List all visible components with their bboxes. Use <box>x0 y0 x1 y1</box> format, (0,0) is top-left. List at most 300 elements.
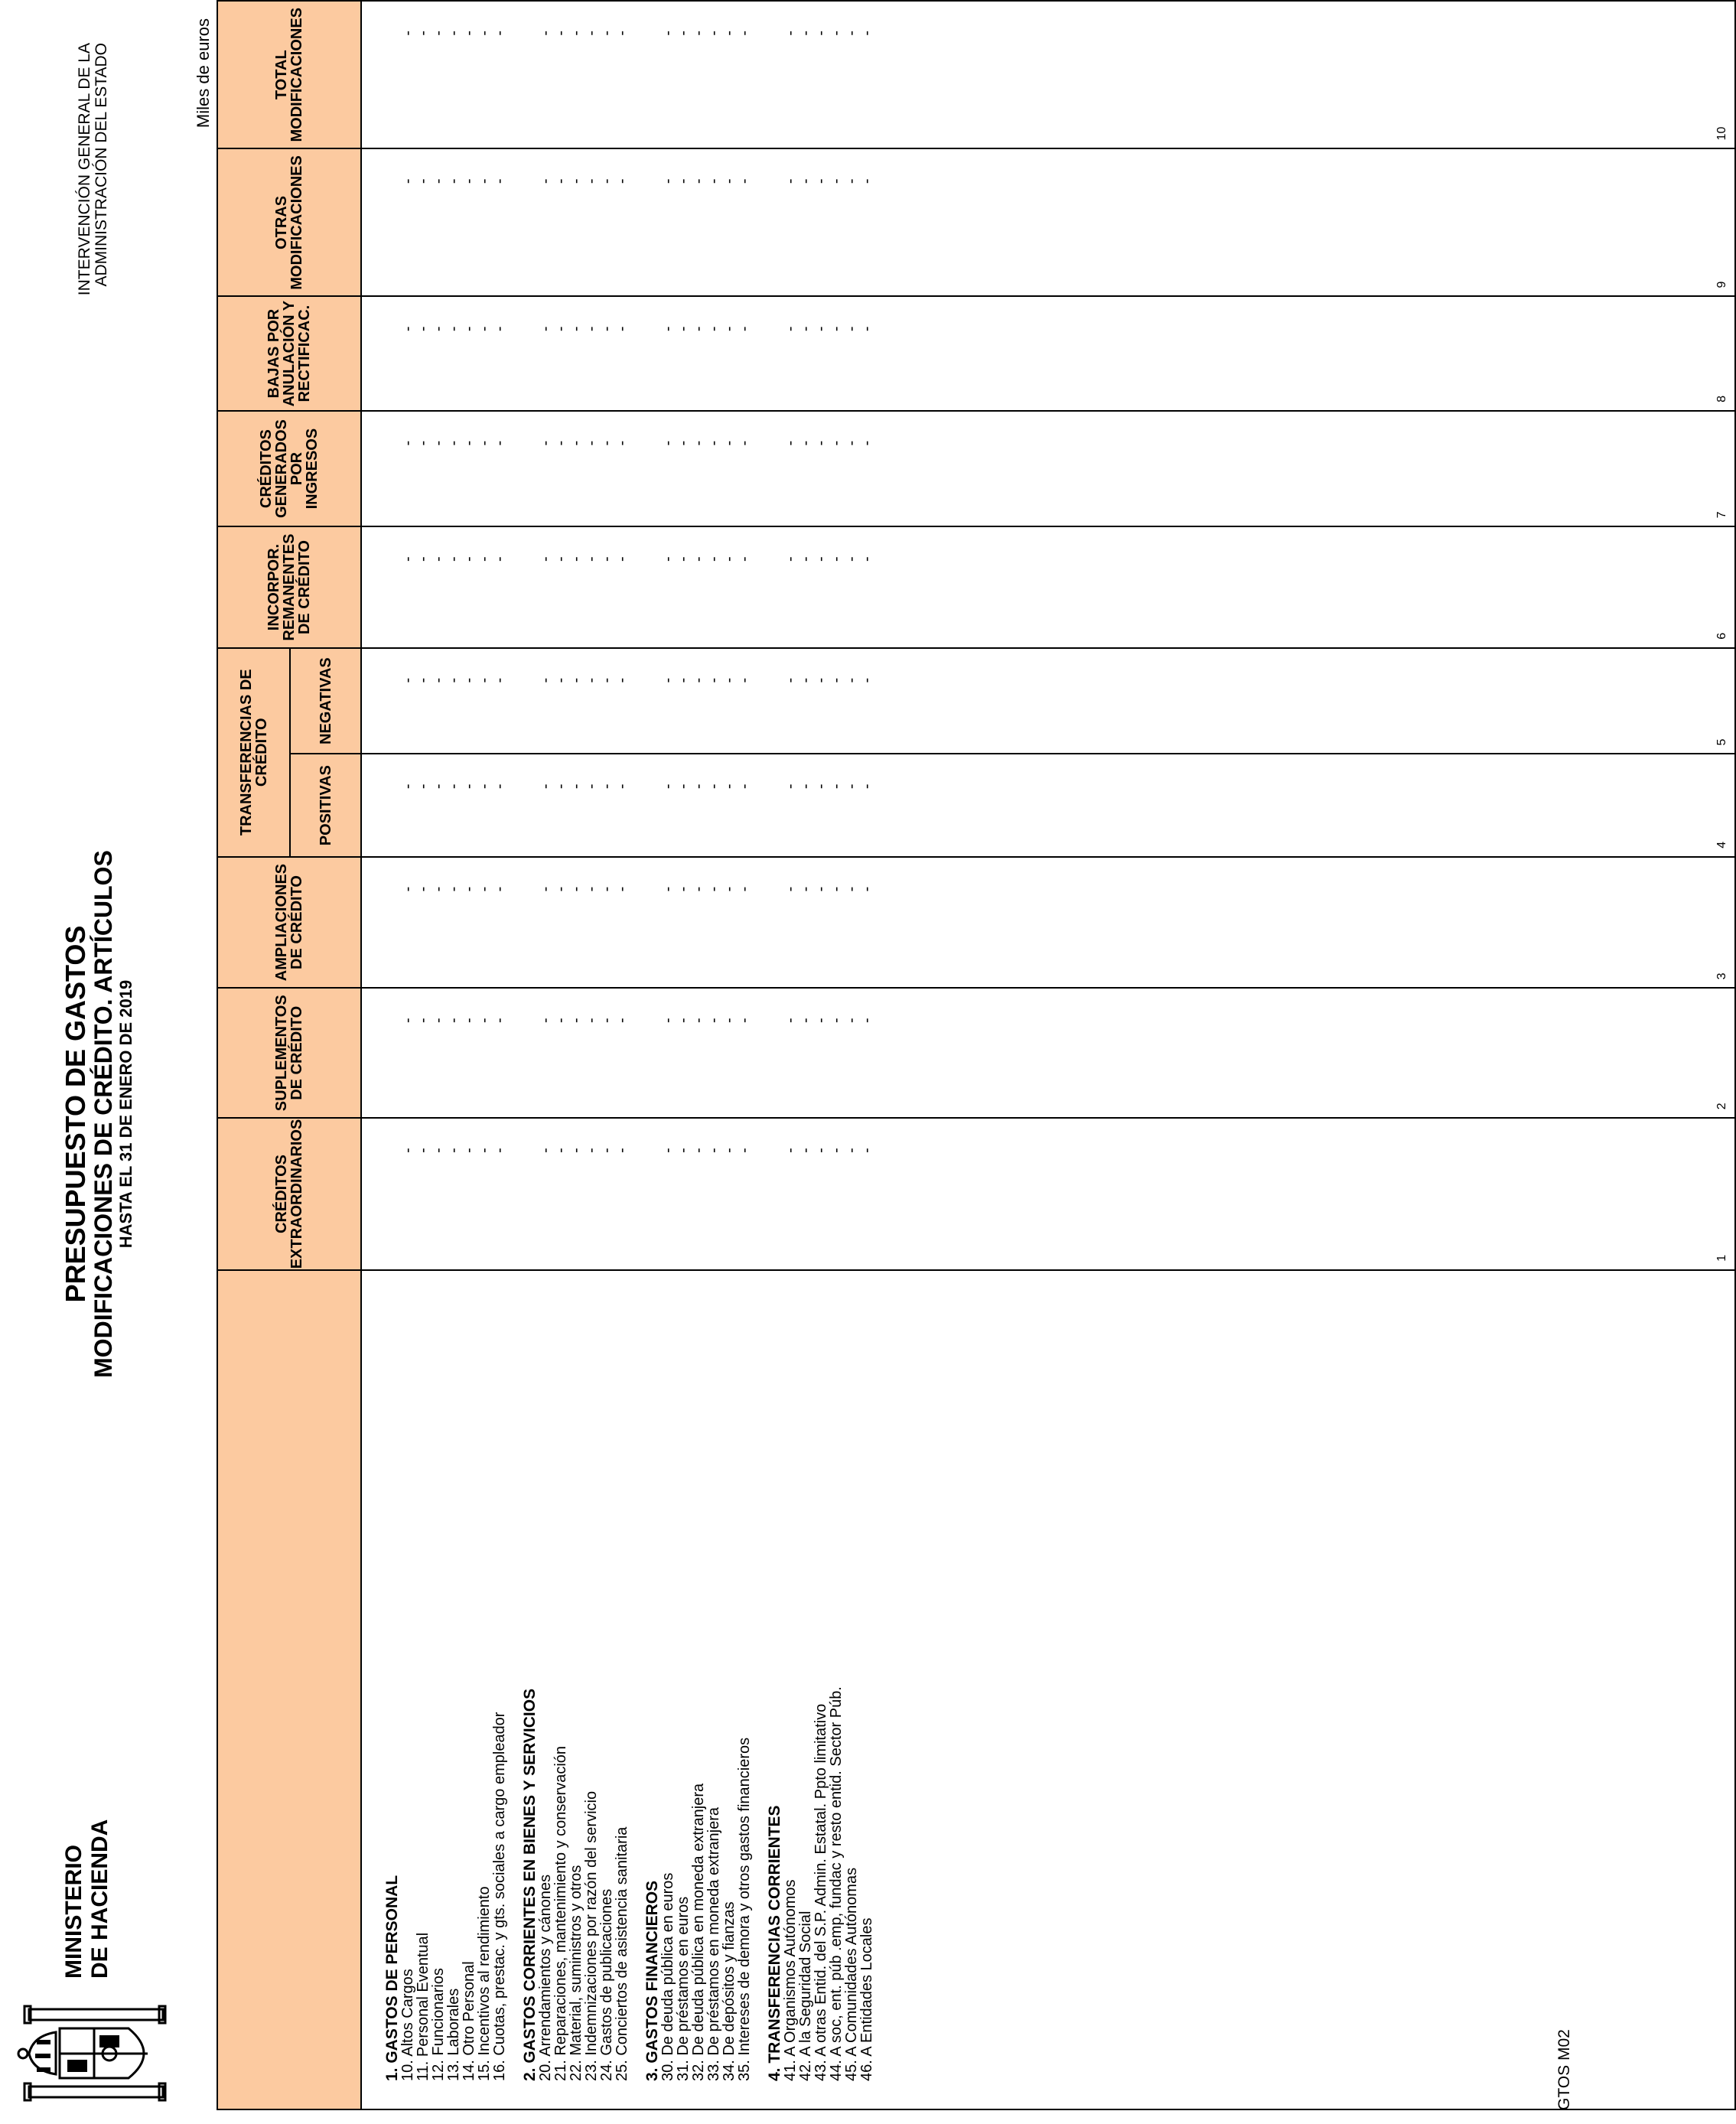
value-cell: - <box>461 326 477 332</box>
value-cell: - <box>415 178 432 184</box>
value-cell: - <box>736 783 753 790</box>
value-cell: - <box>399 677 416 683</box>
value-cell: - <box>736 326 753 332</box>
col-header-incorporaciones: INCORPOR. REMANENTES DE CRÉDITO <box>217 526 361 647</box>
value-cell: - <box>399 886 416 892</box>
value-cell: - <box>614 178 630 184</box>
value-cell: - <box>660 178 676 184</box>
value-cell: - <box>797 178 814 184</box>
section-heading: 3. GASTOS FINANCIEROS <box>643 1880 661 2081</box>
units-label: Miles de euros <box>194 18 213 129</box>
column-number: 1 <box>1715 1254 1728 1262</box>
value-cell: - <box>782 178 799 184</box>
value-cell: - <box>552 886 569 892</box>
row-label: 22. Material, suministros y otros <box>568 1865 585 2081</box>
row-label: 46. A Entidades Locales <box>858 1917 875 2081</box>
col-header-negativas: NEGATIVAS <box>290 648 361 754</box>
value-cell: - <box>705 178 722 184</box>
value-cell: - <box>461 1018 477 1023</box>
value-cell: - <box>690 31 707 36</box>
value-cell: - <box>736 1148 753 1153</box>
value-cell: - <box>843 783 860 790</box>
value-cell: - <box>782 1018 799 1023</box>
value-cell: - <box>705 783 722 790</box>
value-cell: - <box>660 31 676 36</box>
value-cell: - <box>415 326 432 332</box>
ministry-line-2: DE HACIENDA <box>87 1819 112 1979</box>
value-cell: - <box>461 31 477 36</box>
value-cell: - <box>445 556 462 562</box>
value-cell: - <box>797 677 814 683</box>
value-cell: - <box>858 1148 875 1153</box>
value-cell: - <box>568 31 585 36</box>
value-cell: - <box>736 677 753 683</box>
modifications-table <box>217 0 1736 2110</box>
row-label: 24. Gastos de publicaciones <box>598 1888 615 2081</box>
value-cell: - <box>445 178 462 184</box>
value-cell: - <box>445 326 462 332</box>
value-cell: - <box>445 886 462 892</box>
value-cell: - <box>568 326 585 332</box>
value-cell: - <box>660 326 676 332</box>
value-cell: - <box>598 886 615 892</box>
column-number: 9 <box>1715 281 1728 288</box>
column-number: 4 <box>1715 841 1728 849</box>
row-label: 42. A la Seguridad Social <box>797 1911 814 2081</box>
row-label: 15. Incentivos al rendimiento <box>476 1886 493 2081</box>
value-cell: - <box>690 440 707 446</box>
value-cell: - <box>552 677 569 683</box>
row-label: 13. Laborales <box>445 1988 462 2081</box>
value-cell: - <box>430 677 447 683</box>
organization-name <box>77 43 110 410</box>
value-cell: - <box>491 783 508 790</box>
value-cell: - <box>675 1148 692 1153</box>
value-cell: - <box>813 1148 829 1153</box>
form-code: GTOS M02 <box>1555 2029 1573 2110</box>
value-cell: - <box>675 886 692 892</box>
value-cell: - <box>461 440 477 446</box>
ministry-name <box>61 1819 113 1979</box>
value-cell: - <box>705 886 722 892</box>
value-cell: - <box>782 677 799 683</box>
value-cell: - <box>843 1148 860 1153</box>
value-cell: - <box>690 1018 707 1023</box>
value-cell: - <box>690 556 707 562</box>
value-cell: - <box>461 783 477 790</box>
report-date: HASTA EL 31 DE ENERO DE 2019 <box>116 979 135 1249</box>
value-cell: - <box>690 677 707 683</box>
value-cell: - <box>614 1018 630 1023</box>
value-cell: - <box>705 326 722 332</box>
value-cell: - <box>568 1018 585 1023</box>
row-label: 31. De préstamos en euros <box>675 1896 692 2081</box>
value-cell: - <box>568 783 585 790</box>
value-cell: - <box>476 886 493 892</box>
row-label: 25. Conciertos de asistencia sanitaria <box>614 1826 630 2081</box>
value-cell: - <box>675 783 692 790</box>
value-cell: - <box>583 1018 600 1023</box>
value-cell: - <box>675 326 692 332</box>
value-cell: - <box>736 1018 753 1023</box>
value-cell: - <box>537 886 554 892</box>
value-cell: - <box>568 178 585 184</box>
value-cell: - <box>583 440 600 446</box>
column-number: 10 <box>1715 126 1728 141</box>
value-cell: - <box>614 1148 630 1153</box>
value-cell: - <box>675 440 692 446</box>
value-cell: - <box>705 440 722 446</box>
value-column-8 <box>361 296 1735 410</box>
col-header-suplementos: SUPLEMENTOS DE CRÉDITO <box>217 988 361 1118</box>
value-cell: - <box>430 178 447 184</box>
value-cell: - <box>583 178 600 184</box>
value-cell: - <box>858 1018 875 1023</box>
value-cell: - <box>476 783 493 790</box>
value-cell: - <box>445 31 462 36</box>
value-cell: - <box>721 556 738 562</box>
row-label: 45. A Comunidades Autónomas <box>843 1867 860 2081</box>
value-cell: - <box>430 31 447 36</box>
value-cell: - <box>552 326 569 332</box>
row-label: 35. Intereses de demora y otros gastos financieros <box>736 1737 753 2081</box>
value-cell: - <box>843 886 860 892</box>
col-header-otras: OTRAS MODIFICACIONES <box>217 148 361 296</box>
value-cell: - <box>705 677 722 683</box>
value-cell: - <box>813 31 829 36</box>
organization-line-1: INTERVENCIÓN GENERAL DE LA <box>76 43 93 296</box>
value-cell: - <box>660 677 676 683</box>
value-cell: - <box>430 326 447 332</box>
value-cell: - <box>782 326 799 332</box>
value-cell: - <box>721 677 738 683</box>
value-cell: - <box>813 783 829 790</box>
value-cell: - <box>858 677 875 683</box>
value-cell: - <box>828 440 845 446</box>
value-cell: - <box>537 783 554 790</box>
value-cell: - <box>797 440 814 446</box>
value-cell: - <box>399 440 416 446</box>
row-label: 34. De depósitos y fianzas <box>721 1901 738 2081</box>
value-cell: - <box>675 1018 692 1023</box>
value-cell: - <box>675 677 692 683</box>
value-cell: - <box>828 326 845 332</box>
value-cell: - <box>476 556 493 562</box>
value-cell: - <box>461 178 477 184</box>
col-header-generados: CRÉDITOS GENERADOS POR INGRESOS <box>217 411 361 527</box>
value-cell: - <box>476 440 493 446</box>
value-cell: - <box>813 556 829 562</box>
value-cell: - <box>813 440 829 446</box>
value-cell: - <box>598 326 615 332</box>
value-cell: - <box>797 556 814 562</box>
value-cell: - <box>430 556 447 562</box>
value-cell: - <box>491 31 508 36</box>
value-cell: - <box>614 31 630 36</box>
value-cell: - <box>430 783 447 790</box>
value-cell: - <box>399 31 416 36</box>
value-cell: - <box>476 677 493 683</box>
value-cell: - <box>461 886 477 892</box>
value-cell: - <box>828 31 845 36</box>
value-cell: - <box>476 1018 493 1023</box>
value-cell: - <box>491 677 508 683</box>
value-cell: - <box>843 178 860 184</box>
value-cell: - <box>430 886 447 892</box>
value-column-9 <box>361 148 1735 296</box>
value-cell: - <box>552 783 569 790</box>
row-label: 41. A Organismos Autónomos <box>782 1879 799 2081</box>
value-cell: - <box>736 886 753 892</box>
value-cell: - <box>690 886 707 892</box>
value-cell: - <box>552 178 569 184</box>
value-cell: - <box>782 31 799 36</box>
value-cell: - <box>537 440 554 446</box>
value-cell: - <box>583 556 600 562</box>
value-cell: - <box>858 178 875 184</box>
value-cell: - <box>828 677 845 683</box>
value-cell: - <box>843 440 860 446</box>
description-header <box>217 1270 361 2109</box>
value-cell: - <box>690 178 707 184</box>
value-cell: - <box>660 1018 676 1023</box>
value-cell: - <box>736 556 753 562</box>
value-cell: - <box>858 440 875 446</box>
value-cell: - <box>660 440 676 446</box>
value-cell: - <box>568 886 585 892</box>
value-cell: - <box>813 886 829 892</box>
row-labels <box>361 1270 1735 2109</box>
value-column-6 <box>361 526 1735 647</box>
value-cell: - <box>813 1018 829 1023</box>
value-cell: - <box>614 677 630 683</box>
value-cell: - <box>797 1148 814 1153</box>
value-cell: - <box>782 886 799 892</box>
report-title-block <box>61 686 136 1543</box>
value-cell: - <box>461 556 477 562</box>
value-cell: - <box>705 31 722 36</box>
value-cell: - <box>476 1148 493 1153</box>
section-heading: 2. GASTOS CORRIENTES EN BIENES Y SERVICIOS <box>521 1688 539 2081</box>
value-cell: - <box>813 677 829 683</box>
column-number: 5 <box>1715 738 1728 746</box>
col-header-bajas: BAJAS POR ANULACIÓN Y RECTIFICAC. <box>217 296 361 410</box>
value-cell: - <box>797 31 814 36</box>
value-cell: - <box>614 440 630 446</box>
value-cell: - <box>598 677 615 683</box>
row-gap <box>507 1271 523 2081</box>
value-cell: - <box>583 783 600 790</box>
value-cell: - <box>445 677 462 683</box>
value-cell: - <box>415 556 432 562</box>
value-cell: - <box>858 326 875 332</box>
value-cell: - <box>568 1148 585 1153</box>
value-cell: - <box>552 440 569 446</box>
value-cell: - <box>491 1018 508 1023</box>
value-cell: - <box>461 677 477 683</box>
value-cell: - <box>491 886 508 892</box>
value-cell: - <box>705 1018 722 1023</box>
value-cell: - <box>782 556 799 562</box>
value-cell: - <box>690 1148 707 1153</box>
value-cell: - <box>583 677 600 683</box>
value-cell: - <box>598 31 615 36</box>
value-cell: - <box>828 556 845 562</box>
value-cell: - <box>858 556 875 562</box>
value-cell: - <box>782 1148 799 1153</box>
organization-line-2: ADMINISTRACIÓN DEL ESTADO <box>93 43 110 287</box>
value-cell: - <box>813 326 829 332</box>
value-column-3 <box>361 857 1735 989</box>
value-column-7 <box>361 411 1735 527</box>
value-cell: - <box>797 1018 814 1023</box>
row-label: 33. De préstamos en moneda extranjera <box>705 1807 722 2081</box>
value-cell: - <box>598 1018 615 1023</box>
row-label: 14. Otro Personal <box>461 1961 477 2081</box>
value-cell: - <box>415 1018 432 1023</box>
value-cell: - <box>445 1018 462 1023</box>
value-cell: - <box>430 1018 447 1023</box>
value-cell: - <box>598 783 615 790</box>
col-header-total: TOTAL MODIFICACIONES <box>217 1 361 148</box>
value-cell: - <box>705 556 722 562</box>
value-cell: - <box>660 886 676 892</box>
value-cell: - <box>415 783 432 790</box>
value-cell: - <box>583 326 600 332</box>
column-number: 8 <box>1715 395 1728 402</box>
value-cell: - <box>828 886 845 892</box>
value-cell: - <box>568 556 585 562</box>
value-cell: - <box>614 556 630 562</box>
value-cell: - <box>583 886 600 892</box>
value-cell: - <box>552 556 569 562</box>
row-label: 44. A soc, ent. púb .emp, fundac y resto entid. Sector Púb. <box>828 1686 845 2081</box>
value-cell: - <box>782 783 799 790</box>
value-cell: - <box>843 31 860 36</box>
value-cell: - <box>537 326 554 332</box>
row-label: 21. Reparaciones, mantenimiento y conservación <box>552 1745 569 2081</box>
value-cell: - <box>843 677 860 683</box>
value-cell: - <box>552 1018 569 1023</box>
row-label: 10. Altos Cargos <box>399 1969 416 2081</box>
col-header-ampliaciones: AMPLIACIONES DE CRÉDITO <box>217 857 361 989</box>
value-cell: - <box>399 783 416 790</box>
row-label: 20. Arrendamientos y cánones <box>537 1874 554 2081</box>
value-cell: - <box>843 556 860 562</box>
value-cell: - <box>828 783 845 790</box>
value-cell: - <box>598 1148 615 1153</box>
value-cell: - <box>476 178 493 184</box>
col-header-transferencias: TRANSFERENCIAS DE CRÉDITO <box>217 648 290 857</box>
col-header-creditos-extraordinarios: CRÉDITOS EXTRAORDINARIOS <box>217 1118 361 1269</box>
column-number: 2 <box>1715 1103 1728 1110</box>
value-cell: - <box>843 326 860 332</box>
value-cell: - <box>430 1148 447 1153</box>
column-number: 6 <box>1715 632 1728 640</box>
value-cell: - <box>721 783 738 790</box>
section-heading: 1. GASTOS DE PERSONAL <box>383 1875 401 2081</box>
value-cell: - <box>721 1148 738 1153</box>
value-cell: - <box>415 677 432 683</box>
value-cell: - <box>797 886 814 892</box>
value-cell: - <box>782 440 799 446</box>
value-cell: - <box>675 556 692 562</box>
value-cell: - <box>721 178 738 184</box>
row-label: 16. Cuotas, prestac. y gts. sociales a cargo empleador <box>491 1712 508 2081</box>
value-cell: - <box>721 886 738 892</box>
value-cell: - <box>537 1148 554 1153</box>
value-cell: - <box>721 1018 738 1023</box>
value-cell: - <box>736 31 753 36</box>
value-cell: - <box>721 440 738 446</box>
value-cell: - <box>660 556 676 562</box>
value-cell: - <box>461 1148 477 1153</box>
row-label: 32. De deuda pública en moneda extranjera <box>690 1783 707 2081</box>
value-cell: - <box>491 178 508 184</box>
report-subtitle: MODIFICACIONES DE CRÉDITO. ARTÍCULOS <box>90 850 117 1378</box>
row-label: 23. Indemnizaciones por razón del servicio <box>583 1790 600 2081</box>
value-cell: - <box>583 31 600 36</box>
value-cell: - <box>828 1148 845 1153</box>
value-cell: - <box>445 1148 462 1153</box>
value-cell: - <box>660 783 676 790</box>
value-cell: - <box>415 440 432 446</box>
value-cell: - <box>399 556 416 562</box>
row-label: 12. Funcionarios <box>430 1968 447 2081</box>
value-cell: - <box>797 783 814 790</box>
value-cell: - <box>813 178 829 184</box>
value-cell: - <box>491 326 508 332</box>
value-column-5 <box>361 648 1735 754</box>
value-cell: - <box>828 178 845 184</box>
row-label: 43. A otras Entid. del S.P. Admin. Estatal. Ppto limitativo <box>813 1703 829 2081</box>
value-cell: - <box>445 783 462 790</box>
value-cell: - <box>736 178 753 184</box>
value-cell: - <box>415 31 432 36</box>
value-column-10 <box>361 1 1735 148</box>
value-cell: - <box>537 31 554 36</box>
value-cell: - <box>721 31 738 36</box>
value-cell: - <box>491 556 508 562</box>
row-label: 11. Personal Eventual <box>415 1932 432 2081</box>
value-cell: - <box>660 1148 676 1153</box>
value-cell: - <box>583 1148 600 1153</box>
value-cell: - <box>415 1148 432 1153</box>
value-cell: - <box>552 1148 569 1153</box>
column-number: 7 <box>1715 511 1728 519</box>
value-cell: - <box>537 677 554 683</box>
value-cell: - <box>721 326 738 332</box>
value-cell: - <box>690 783 707 790</box>
value-cell: - <box>828 1018 845 1023</box>
value-cell: - <box>399 326 416 332</box>
value-cell: - <box>552 31 569 36</box>
value-cell: - <box>537 1018 554 1023</box>
value-column-1 <box>361 1118 1735 1269</box>
value-cell: - <box>568 677 585 683</box>
value-cell: - <box>415 886 432 892</box>
value-cell: - <box>843 1018 860 1023</box>
value-cell: - <box>614 886 630 892</box>
row-gap <box>752 1271 767 2081</box>
value-column-2 <box>361 988 1735 1118</box>
coat-of-arms-icon <box>14 2005 178 2101</box>
value-cell: - <box>797 326 814 332</box>
row-label: 30. De deuda pública en euros <box>660 1872 676 2081</box>
value-cell: - <box>705 1148 722 1153</box>
value-cell: - <box>858 783 875 790</box>
value-cell: - <box>690 326 707 332</box>
